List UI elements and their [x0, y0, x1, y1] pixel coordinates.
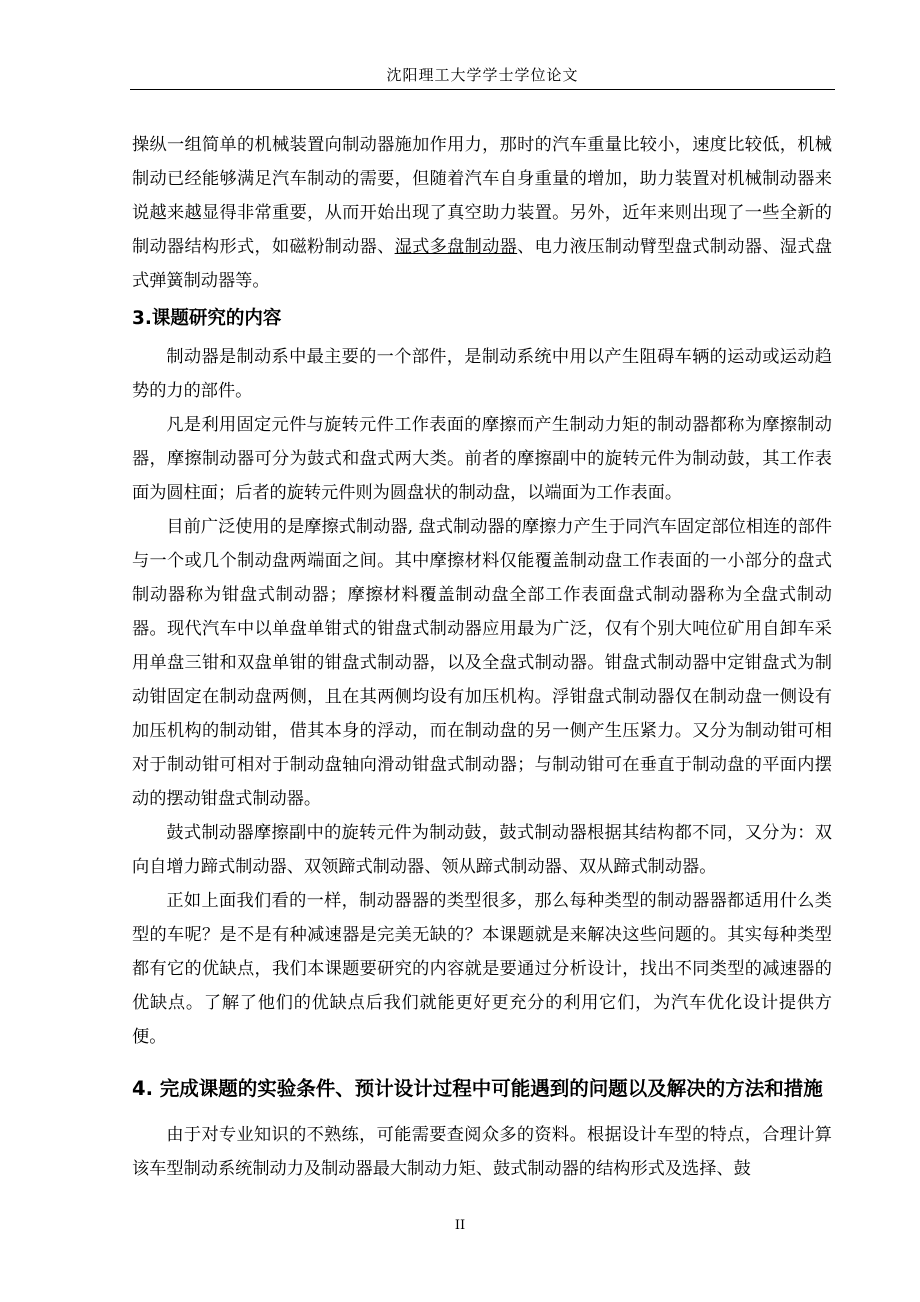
paragraph: 鼓式制动器摩擦副中的旋转元件为制动鼓，鼓式制动器根据其结构都不同，又分为：双向自增力蹄式制动器、双领蹄式制动器、领从蹄式制动器、双从蹄式制动器。: [132, 823, 832, 877]
paragraph: 正如上面我们看的一样，制动器器的类型很多，那么每种类型的制动器器都适用什么类型的车呢？是不是有种减速器是完美无缺的？本课题就是来解决这些问题的。其实每种类型都有它的优缺点，我们本课题要研究的内容就是要通过分析设计，找出不同类型的减速器的优缺点。了解了他们的优缺点后我们就能更好更充分的利用它们，为汽车优化设计提供方便。: [132, 891, 832, 1047]
paragraph: 制动器是制动系中最主要的一个部件，是制动系统中用以产生阻碍车辆的运动或运动趋势的力的部件。: [132, 347, 832, 401]
paragraph: 由于对专业知识的不熟练，可能需要查阅众多的资料。根据设计车型的特点，合理计算该车型制动系统制动力及制动器最大制动力矩、鼓式制动器的结构形式及选择、鼓: [132, 1125, 832, 1179]
page-number: II: [454, 1218, 466, 1233]
running-header: 沈阳理工大学学士学位论文: [386, 66, 579, 84]
paragraph-text: 、电力液压制动臂型盘式制动器、湿式盘式弹簧制动器等。: [132, 237, 832, 291]
section-3-heading: 3.课题研究的内容: [132, 308, 282, 329]
paragraph-text: 操纵一组简单的机械装置向制动器施加作用力，那时的汽车重量比较小，速度比较低，机械制动已经能够满足汽车制动的需要，但随着汽车自身重量的增加，助力装置对机械制动器来说越来越显得非常重要，从而开始出现了真空助力装置。另外，近年来则出现了一些全新的制动器结构形式，如磁粉制动器、: [132, 135, 832, 257]
page-body: [132, 128, 832, 1186]
underlined-term: 湿式多盘制动器: [394, 237, 518, 257]
paragraph-continuation: [132, 128, 832, 298]
section-4-heading: 4. 完成课题的实验条件、预计设计过程中可能遇到的问题以及解决的方法和措施: [132, 1077, 823, 1100]
header-rule: [130, 89, 835, 90]
paragraph: 凡是利用固定元件与旋转元件工作表面的摩擦而产生制动力矩的制动器都称为摩擦制动器，摩擦制动器可分为鼓式和盘式两大类。前者的摩擦副中的旋转元件为制动鼓，其工作表面为圆柱面；后者的旋转元件则为圆盘状的制动盘，以端面为工作表面。: [132, 415, 832, 503]
paragraph: 目前广泛使用的是摩擦式制动器, 盘式制动器的摩擦力产生于同汽车固定部位相连的部件与一个或几个制动盘两端面之间。其中摩擦材料仅能覆盖制动盘工作表面的一小部分的盘式制动器称为钳盘式制动器；摩擦材料覆盖制动盘全部工作表面盘式制动器称为全盘式制动器。现代汽车中以单盘单钳式的钳盘式制动器应用最为广泛，仅有个别大吨位矿用自卸车采用单盘三钳和双盘单钳的钳盘式制动器，以及全盘式制动器。钳盘式制动器中定钳盘式为制动钳固定在制动盘两侧，且在其两侧均设有加压机构。浮钳盘式制动器仅在制动盘一侧设有加压机构的制动钳，借其本身的浮动，而在制动盘的另一侧产生压紧力。又分为制动钳可相对于制动钳可相对于制动盘轴向滑动钳盘式制动器；与制动钳可在垂直于制动盘的平面内摆动的摆动钳盘式制动器。: [132, 517, 832, 809]
